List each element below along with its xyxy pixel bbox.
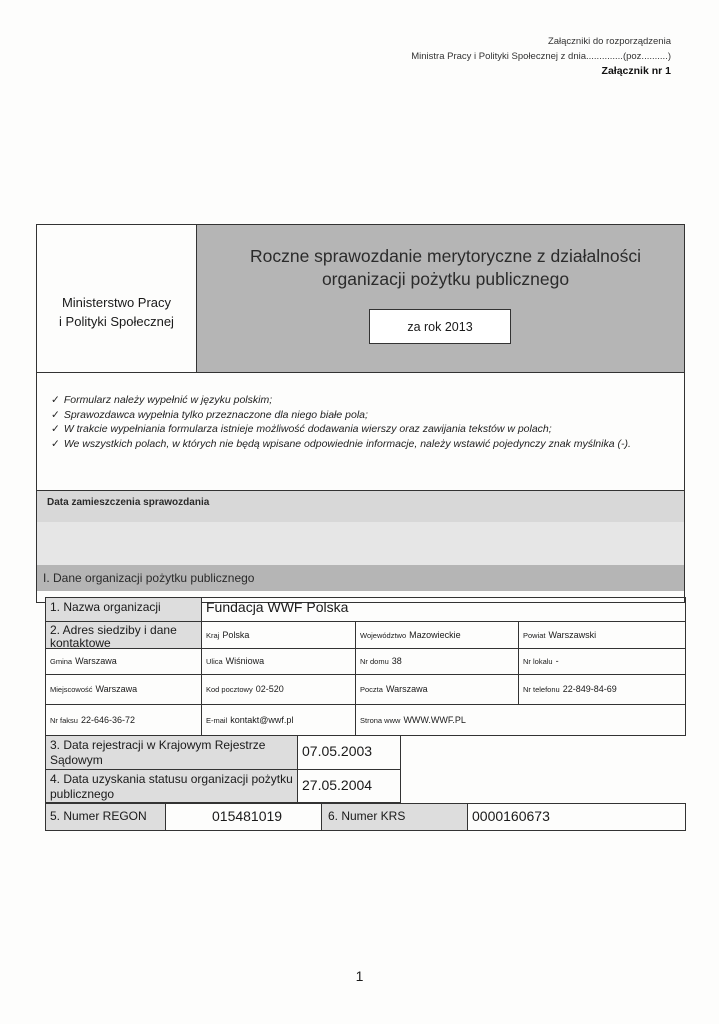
field-label: Województwo [360,630,407,640]
voivodeship-cell [356,622,519,648]
instruction-item [51,422,670,437]
instruction-item [51,393,670,408]
ministry-line-2: i Polityki Społecznej [59,313,174,329]
krs-value: 0000160673 [472,808,550,824]
registration-value: 07.05.2003 [302,743,373,759]
page-number: 1 [355,968,364,984]
instruction-text: We wszystkich polach, w których nie będą wpisane odpowiednie informacje, należy wstawić pojedynczy znak myślnika (-). [63,437,631,450]
field-label: Poczta [360,685,383,694]
field-label: Kraj [206,630,220,640]
opp-status-label: 4. Data uzyskania statusu organizacji pożytku publicznego [46,770,298,802]
field-label: Kod pocztowy [206,685,253,694]
field-label: Nr faksu [50,715,78,725]
house-number-cell [356,649,519,674]
field-label: Ulica [206,657,223,666]
instruction-item [51,408,670,423]
section-heading: I. Dane organizacji pożytku publicznego [37,565,684,591]
regon-value: 015481019 [166,804,322,830]
apartment-cell [519,649,685,674]
year-field: za rok 2013 [369,309,511,344]
commune-cell [46,649,202,674]
fax-cell [46,705,202,735]
ministry-box [37,225,197,373]
registration-label: 3. Data rejestracji w Krajowym Rejestrze Sądowym [46,736,298,769]
phone-cell [519,675,685,704]
instruction-item [51,437,670,452]
header-line-1: Załączniki do rozporządzenia [547,36,671,47]
field-label: Miejscowość [50,685,93,694]
title-line-2: organizacji pożytku publicznego [321,269,570,289]
fax-value: 22-646-36-72 [80,714,135,725]
country-cell [202,622,356,648]
ministry-line-1: Ministerstwo Pracy [61,294,172,310]
field-label: Strona www [360,715,401,725]
regon-label: 5. Numer REGON [46,804,166,830]
id-numbers-row [45,803,686,831]
field-label: Nr domu [360,657,389,666]
address-row-3 [45,675,686,705]
title-box [197,225,684,373]
registration-row [45,736,401,770]
field-label: E-mail [206,715,228,725]
field-label: Nr lokalu [523,657,553,666]
email-value: kontakt@wwf.pl [230,714,294,725]
phone-value: 22-849-84-69 [562,684,617,694]
commune-value: Warszawa [75,656,117,666]
header-line-2: Ministra Pracy i Polityki Społecznej z dnia..............(poz..........) [411,51,671,62]
address-row-2 [45,649,686,675]
spacer-band [37,522,684,565]
voivodeship-value: Mazowieckie [409,629,461,640]
field-label: Powiat [523,630,546,640]
report-title [227,245,664,291]
email-cell [202,705,356,735]
report-frame [36,224,685,603]
county-cell [519,622,685,648]
address-row-1 [45,622,686,649]
website-cell [356,705,685,735]
address-row-4 [45,705,686,736]
post-office-value: Warszawa [385,684,428,694]
header-line-3: Załącznik nr 1 [601,65,671,77]
instruction-text: Sprawozdawca wypełnia tylko przeznaczone dla niego białe pola; [63,408,368,421]
org-name-label: 1. Nazwa organizacji [46,598,202,621]
publication-date-field: Data zamieszczenia sprawozdania [37,491,684,522]
org-name-value: Fundacja WWF Polska [206,599,349,615]
address-label: 2. Adres siedziby i dane kontaktowe [46,622,202,648]
city-value: Warszawa [95,684,138,694]
street-value: Wiśniowa [225,656,265,666]
instructions [37,373,684,491]
field-label: Gmina [50,657,73,666]
attachment-header [411,34,671,79]
apartment-value: - [555,656,559,666]
opp-status-row [45,770,401,803]
street-cell [202,649,356,674]
field-label: Nr telefonu [523,685,560,694]
house-number-value: 38 [391,656,402,666]
country-value: Polska [222,629,250,640]
check-icon: ✓ [51,423,60,435]
instruction-text: W trakcie wypełniania formularza istnieje możliwość dodawania wierszy oraz zawijania tekstów w polach; [63,423,552,435]
org-name-row [45,597,686,622]
county-value: Warszawski [548,629,597,640]
website-value: WWW.WWF.PL [403,714,466,725]
check-icon: ✓ [51,437,60,450]
instruction-text: Formularz należy wypełnić w języku polskim; [63,394,273,406]
krs-label: 6. Numer KRS [322,804,468,830]
title-line-1: Roczne sprawozdanie merytoryczne z działalności [249,246,641,266]
check-icon: ✓ [51,394,60,406]
postal-code-cell [202,675,356,704]
check-icon: ✓ [51,408,60,421]
postal-code-value: 02-520 [255,684,284,694]
post-office-cell [356,675,519,704]
opp-status-value: 27.05.2004 [302,777,373,793]
city-cell [46,675,202,704]
